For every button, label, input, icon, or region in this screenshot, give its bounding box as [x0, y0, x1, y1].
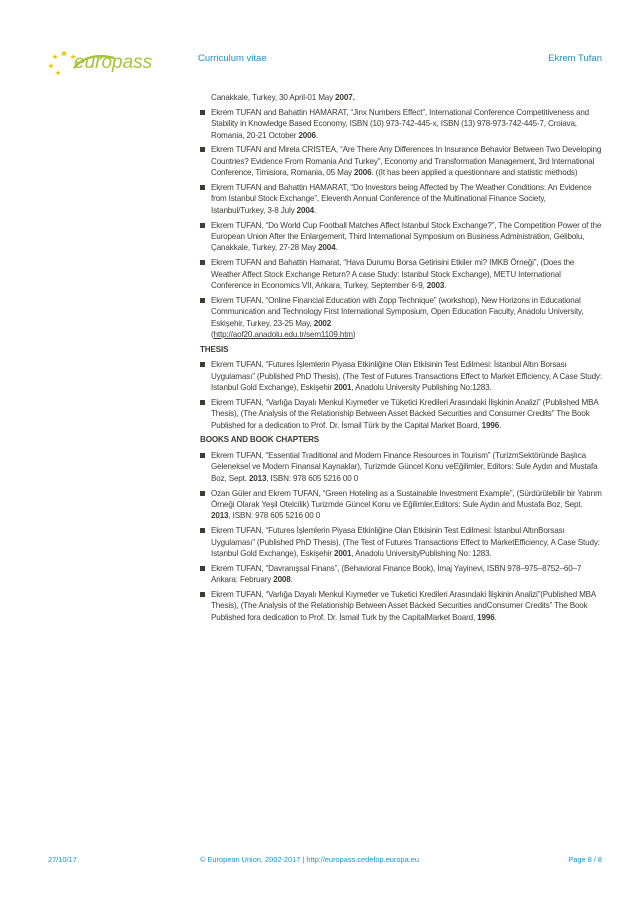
- entry-year: 2013: [211, 511, 229, 521]
- entry-text: Ekrem TUFAN, “Essential Traditional and Modern Finance Resources in Tourism” (TurizmSektöründe Başlıca Geleneksel ve Modern Finansal Kaynaklar), Turizmde Güncel Konu veEğilimler, Editors: Sule Aydın and Mustafa Boz, Sept.: [211, 450, 598, 483]
- bullet-icon: [200, 491, 205, 496]
- europass-logo-icon: [44, 44, 174, 78]
- bullet-icon: [200, 260, 205, 265]
- entry-year: 2006: [354, 168, 372, 178]
- list-item: [200, 525, 602, 559]
- entry-tail: .: [290, 575, 293, 585]
- entry-year: 2004: [318, 243, 336, 253]
- entry-text: Ekrem TUFAN and Bahattin HAMARAT, “Jinx Numbers Effect”, International Conference Competitiveness and Stability in Knowledge Based Economy, ISBN (10) 973-742-445-x, ISBN (13) 978-973-742-445-7, Croiava, Romania, 20-21 October: [211, 107, 590, 140]
- bullet-icon: [200, 110, 205, 115]
- person-name: Ekrem Tufan: [548, 53, 602, 64]
- entry-text: Ekrem TUFAN and Mirela CRISTEA, “Are There Any Differences In Insurance Behavior Between Two Developing Countries? Evidence From Romania And Turkey”, Economy and Transformation Management, 3rd International Conference, Timisiora, Romania, 05 May: [211, 145, 602, 178]
- entry-tail: .: [494, 612, 497, 622]
- footer-date: 27/10/17: [48, 855, 77, 864]
- bullet-icon: [200, 400, 205, 405]
- cv-content: [200, 92, 602, 627]
- list-item: [200, 397, 602, 431]
- entry-text: Ekrem TUFAN, “Futures İşlemlerin Piyasa Etkinliğine Olan Etkisinin Test Edilmesi: İstanbul AltınBorsası Uygulaması” (Published PhD Thesis), (The Test of Futures Transactions Effect to MarketEfficiency, A Case Study: Istanbul Gold Exchange), Eskişehir: [211, 526, 600, 558]
- entry-year: 1996: [477, 612, 495, 622]
- symposium-link[interactable]: http://aof20.anadolu.edu.tr/sem1109.htm: [213, 330, 353, 340]
- entry-tail: . ((It has been applied a questionnare and statistic methods): [371, 168, 578, 178]
- link-paren-open: (: [211, 330, 214, 340]
- bullet-icon: [200, 528, 205, 533]
- thesis-heading: THESIS: [200, 344, 229, 354]
- footer-page-number: Page 8 / 8: [568, 855, 602, 864]
- entry-text: Ekrem TUFAN and Bahattin Hamarat, “Hava Durumu Borsa Getirisini Etkiler mi? IMKB Örneği”, (Does the Weather Affect Stock Exchange Return? A case Study: Istanbul Stock Exchange), METU International Conference in Economics VII, Ankara, Turkey, September 6-9,: [211, 258, 575, 291]
- bullet-icon: [200, 223, 205, 228]
- bullet-icon: [200, 147, 205, 152]
- entry-tail: .: [335, 243, 338, 253]
- list-item: [200, 107, 602, 141]
- entry-text: Ekrem TUFAN, “Do World Cup Football Matches Affect Istanbul Stock Exchange?”, The Competition Power of the European Union After the Enlargement, Third International Symposium on Business Administration, Gelibolu, Çanakkale, Turkey, 27-28 May: [211, 220, 602, 253]
- entry-year: 2006: [298, 130, 316, 140]
- bullet-icon: [200, 453, 205, 458]
- bullet-icon: [200, 362, 205, 367]
- entry-tail: , ISBN: 978 605 5216 00 0: [228, 511, 321, 521]
- list-item: [200, 488, 602, 522]
- entry-tail: .: [314, 205, 317, 215]
- entry-year: 2002: [313, 318, 332, 328]
- entry-tail: .: [444, 281, 447, 291]
- entry-year: 2008: [273, 575, 291, 585]
- bullet-icon: [200, 185, 205, 190]
- conference-list: [200, 107, 602, 341]
- entry-tail: , Anadolu University Publishing No:1283.: [351, 383, 492, 393]
- entry-year: 2001: [333, 548, 352, 558]
- books-heading: BOOKS AND BOOK CHAPTERS: [200, 435, 320, 445]
- entry-text: Ekrem TUFAN, “Futures İşlemlerin Piyasa Etkinliğine Olan Etkisinin Test Edilmesi: İstanbul Altın Borsası Uygulaması” (Published PhD Thesis), (The Test of Futures Transactions Effect to Market Efficiency, A Case Study: Istanbul Gold Exchange), Eskişehir: [211, 360, 602, 393]
- entry-year: 1996: [481, 420, 500, 430]
- entry-year: 2013: [248, 473, 267, 483]
- thesis-list: [200, 359, 602, 431]
- entry-tail: , ISBN: 978 605 5216 00 0: [266, 473, 359, 483]
- continued-entry: [200, 92, 602, 103]
- entry-year: 2007.: [335, 93, 355, 102]
- entry-text: Ekrem TUFAN, “Varlığa Dayalı Menkul Kıymetler ve Tüketici Kredileri Arasındaki İlişkinin Analizi” (Published MBA Thesis), (The Analysis of the Relationship Between Asset Backed Securities and Consumer Credits” The Book Published for a dedication to Prof. Dr. İsmail Türk by the Capital Market Board,: [211, 397, 599, 430]
- entry-text: Ozan Güler and Ekrem TUFAN, “Green Hoteling as a Sustainable Investment Example”, (Sürdürülebilir bir Yatırım Örneği Olarak Yeşil Otelcilik) Turizmde Güncel Konu ve Eğilimler,Editors: Sule Aydın and Mustafa Boz, Sept.: [211, 488, 602, 509]
- entry-year: 2003: [426, 281, 445, 291]
- list-item: [200, 257, 602, 291]
- list-item: [200, 589, 602, 623]
- footer-copyright-link[interactable]: © European Union, 2002-2017 | http://europass.cedefop.europa.eu: [200, 855, 419, 864]
- list-item: [200, 359, 602, 393]
- europass-logo: [44, 44, 174, 78]
- entry-year: 2004: [296, 205, 315, 215]
- list-item: [200, 563, 602, 586]
- entry-text: Canakkale, Turkey, 30 April-01 May: [211, 93, 336, 102]
- bullet-icon: [200, 298, 205, 303]
- entry-text: Ekrem TUFAN, “Varlığa Dayalı Menkul Kıymetler ve Tuketici Kredileri Arasındaki İlişkinin Analizi”(Published MBA Thesis), (The Analysis of the Relationship Between Asset Backed Securities andConsumer Credits” The Book Published fora dedication to Prof. Dr. İsmail Turk by the CapitalMarket Board,: [211, 589, 596, 622]
- link-paren-close: ): [352, 330, 356, 340]
- entry-tail: .: [315, 130, 318, 140]
- bullet-icon: [200, 566, 205, 571]
- list-item: [200, 182, 602, 216]
- list-item: [200, 144, 602, 178]
- list-item: [200, 450, 602, 484]
- entry-text: Ekrem TUFAN, “Online Financial Education with Zopp Technique” (workshop), New Horizons in Educational Communication and Technology First International Symposium, Open Education Faculty, Anadolu University, Eskişehir, Turkey, 23-25 May,: [211, 295, 584, 328]
- bullet-icon: [200, 592, 205, 597]
- logo-text: europass: [74, 52, 153, 73]
- entry-text: Ekrem TUFAN and Bahattin HAMARAT, “Do Investors being Affected by The Weather Conditions: An Evidence from Istanbul Stock Exchange”, Eleventh Annual Conference of the Multinational Finance Society, Istanbul/Turkey, 3-8 July: [211, 183, 592, 215]
- entry-tail: , Anadolu UniversityPublishing No: 1283.: [351, 548, 492, 558]
- entry-year: 2001: [333, 383, 352, 393]
- books-list: [200, 450, 602, 623]
- document-title: Curriculum vitae: [198, 53, 267, 64]
- entry-text: Ekrem TUFAN, “Davranışsal Finans”, (Behavioral Finance Book), İmaj Yayinevi, ISBN 978–975–8752–60–7 Ankara: February: [211, 563, 582, 585]
- list-item: [200, 295, 602, 341]
- entry-tail: .: [499, 420, 502, 430]
- list-item: [200, 220, 602, 254]
